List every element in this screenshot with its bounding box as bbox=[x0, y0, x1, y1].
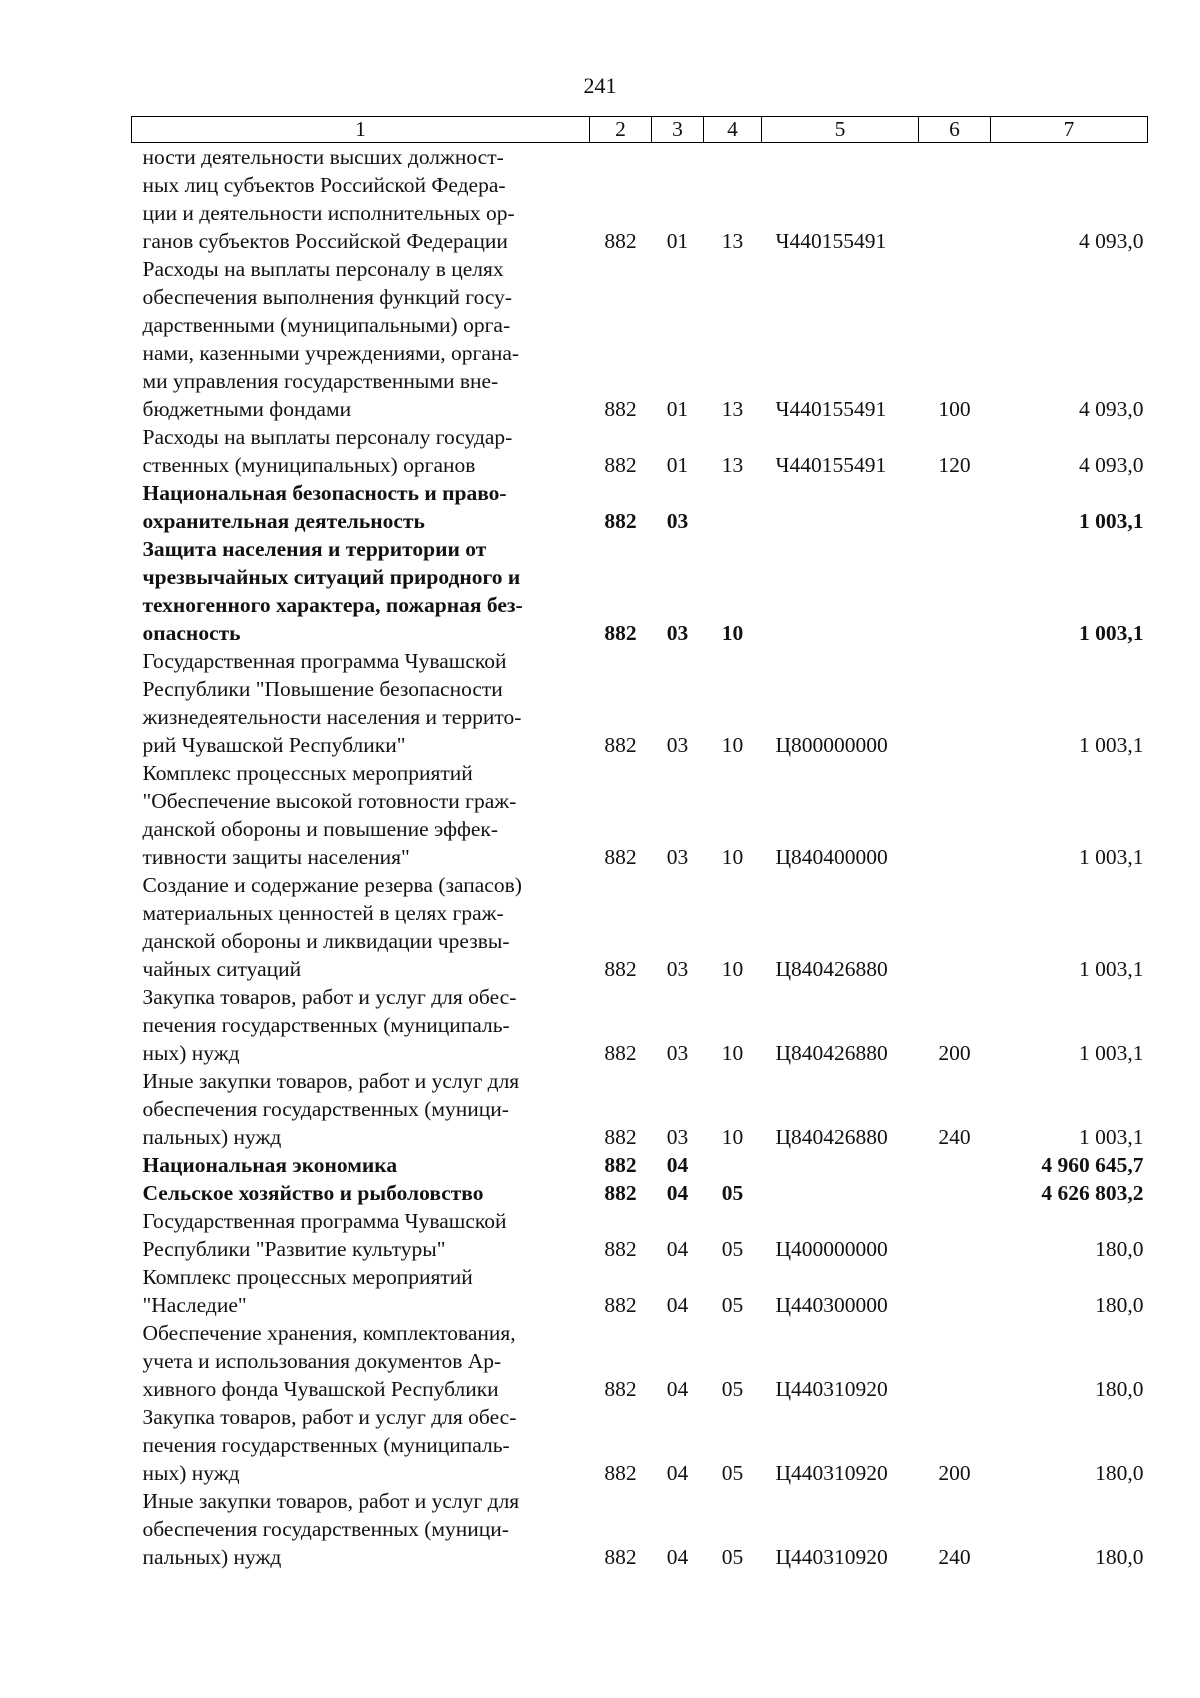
column-header: 1 bbox=[132, 117, 590, 143]
cell-subsection: 05 bbox=[721, 1377, 744, 1401]
cell-admin-code: 882 bbox=[604, 1125, 637, 1149]
row-name: Национальная экономика bbox=[142, 1153, 398, 1177]
cell-subsection: 10 bbox=[721, 1041, 744, 1065]
cell-section: 03 bbox=[666, 621, 689, 645]
cell-expense-type bbox=[919, 871, 991, 983]
cell-section: 03 bbox=[666, 957, 689, 981]
cell-section: 04 bbox=[666, 1461, 689, 1485]
cell-target-article: Ц400000000 bbox=[775, 1237, 888, 1261]
cell-subsection: 13 bbox=[721, 229, 744, 253]
cell-target-article: Ц840426880 bbox=[775, 957, 888, 981]
cell-amount: 4 093,0 bbox=[1079, 229, 1144, 253]
table-row bbox=[132, 1151, 1148, 1179]
row-name: Закупка товаров, работ и услуг для обес- печения государственных (муниципаль- ных) нужд bbox=[142, 985, 517, 1065]
cell-amount: 4 093,0 bbox=[1079, 397, 1144, 421]
row-name: Закупка товаров, работ и услуг для обес- печения государственных (муниципаль- ных) нужд bbox=[142, 1405, 517, 1485]
cell-section: 03 bbox=[666, 1125, 689, 1149]
row-name: Расходы на выплаты персоналу в целях обеспечения выполнения функций госу- дарственными (муниципальными) орга- нами, казенными учреждениями, органа- ми управления государственными вне- бюджетными фондами bbox=[142, 257, 520, 421]
table-row bbox=[132, 255, 1148, 423]
cell-subsection: 10 bbox=[721, 1125, 744, 1149]
cell-section: 01 bbox=[666, 453, 689, 477]
page-number: 241 bbox=[583, 73, 617, 98]
table-body bbox=[132, 143, 1148, 1572]
cell-section: 04 bbox=[666, 1545, 689, 1569]
cell-section: 03 bbox=[666, 509, 689, 533]
cell-target-article: Ц840426880 bbox=[775, 1125, 888, 1149]
cell-amount: 4 626 803,2 bbox=[1041, 1181, 1144, 1205]
cell-amount: 1 003,1 bbox=[1079, 845, 1144, 869]
cell-admin-code: 882 bbox=[604, 621, 637, 645]
table-row bbox=[132, 143, 1148, 256]
cell-admin-code: 882 bbox=[604, 845, 637, 869]
table-row bbox=[132, 479, 1148, 535]
cell-target-article bbox=[762, 1151, 919, 1179]
cell-subsection: 05 bbox=[721, 1293, 744, 1317]
cell-admin-code: 882 bbox=[604, 1545, 637, 1569]
row-name: Сельское хозяйство и рыболовство bbox=[142, 1181, 484, 1205]
cell-expense-type: 200 bbox=[938, 1461, 971, 1485]
cell-amount: 180,0 bbox=[1095, 1461, 1144, 1485]
cell-amount: 180,0 bbox=[1095, 1545, 1144, 1569]
cell-admin-code: 882 bbox=[604, 1181, 637, 1205]
table-row bbox=[132, 647, 1148, 759]
row-name: Иные закупки товаров, работ и услуг для обеспечения государственных (муници- пальных) нужд bbox=[142, 1489, 520, 1569]
cell-amount: 180,0 bbox=[1095, 1377, 1144, 1401]
cell-expense-type bbox=[919, 479, 991, 535]
cell-target-article: Ц440310920 bbox=[775, 1545, 888, 1569]
budget-table bbox=[131, 116, 1148, 1571]
cell-subsection: 10 bbox=[721, 845, 744, 869]
cell-target-article: Ц840426880 bbox=[775, 1041, 888, 1065]
cell-section: 01 bbox=[666, 397, 689, 421]
cell-admin-code: 882 bbox=[604, 1293, 637, 1317]
table-row bbox=[132, 1067, 1148, 1151]
cell-subsection: 05 bbox=[721, 1237, 744, 1261]
row-name: ности деятельности высших должност- ных лиц субъектов Российской Федера- ции и деятельности исполнительных ор- ганов субъектов Российской Федерации bbox=[142, 145, 515, 253]
table-row bbox=[132, 983, 1148, 1067]
table-row bbox=[132, 1207, 1148, 1263]
cell-amount: 1 003,1 bbox=[1079, 733, 1144, 757]
cell-expense-type: 240 bbox=[938, 1125, 971, 1149]
cell-admin-code: 882 bbox=[604, 509, 637, 533]
cell-subsection: 10 bbox=[721, 733, 744, 757]
cell-target-article: Ч440155491 bbox=[775, 229, 887, 253]
cell-admin-code: 882 bbox=[604, 229, 637, 253]
cell-section: 04 bbox=[666, 1153, 689, 1177]
cell-expense-type: 100 bbox=[938, 397, 971, 421]
cell-amount: 4 093,0 bbox=[1079, 453, 1144, 477]
cell-section: 03 bbox=[666, 733, 689, 757]
column-header: 7 bbox=[991, 117, 1148, 143]
cell-subsection: 05 bbox=[721, 1461, 744, 1485]
cell-expense-type bbox=[919, 1179, 991, 1207]
cell-expense-type bbox=[919, 759, 991, 871]
cell-target-article: Ц440310920 bbox=[775, 1461, 888, 1485]
cell-expense-type bbox=[919, 1319, 991, 1403]
table-row bbox=[132, 1179, 1148, 1207]
cell-admin-code: 882 bbox=[604, 1153, 637, 1177]
cell-expense-type: 240 bbox=[938, 1545, 971, 1569]
table-row bbox=[132, 759, 1148, 871]
cell-section: 04 bbox=[666, 1181, 689, 1205]
cell-expense-type: 120 bbox=[938, 453, 971, 477]
row-name: Иные закупки товаров, работ и услуг для обеспечения государственных (муници- пальных) нужд bbox=[142, 1069, 520, 1149]
cell-subsection: 10 bbox=[721, 621, 744, 645]
table-row bbox=[132, 1487, 1148, 1571]
cell-amount: 180,0 bbox=[1095, 1237, 1144, 1261]
cell-subsection: 05 bbox=[721, 1181, 744, 1205]
row-name: Обеспечение хранения, комплектования, учета и использования документов Ар- хивного фонда Чувашской Республики bbox=[142, 1321, 516, 1401]
cell-amount: 1 003,1 bbox=[1079, 1125, 1144, 1149]
cell-admin-code: 882 bbox=[604, 397, 637, 421]
cell-amount: 180,0 bbox=[1095, 1293, 1144, 1317]
cell-amount: 1 003,1 bbox=[1079, 1041, 1144, 1065]
cell-section: 03 bbox=[666, 845, 689, 869]
row-name: Создание и содержание резерва (запасов) материальных ценностей в целях граж- данской обороны и ликвидации чрезвы- чайных ситуаций bbox=[142, 873, 522, 981]
table-row bbox=[132, 1403, 1148, 1487]
cell-subsection bbox=[704, 479, 762, 535]
cell-section: 04 bbox=[666, 1293, 689, 1317]
table-header-row bbox=[132, 117, 1148, 143]
cell-target-article: Ц440300000 bbox=[775, 1293, 888, 1317]
row-name: Государственная программа Чувашской Республики "Повышение безопасности жизнедеятельности населения и террито- рий Чувашской Республики" bbox=[142, 649, 522, 757]
cell-subsection bbox=[704, 1151, 762, 1179]
cell-amount: 4 960 645,7 bbox=[1041, 1153, 1144, 1177]
cell-target-article bbox=[762, 535, 919, 647]
cell-target-article: Ч440155491 bbox=[775, 397, 887, 421]
cell-admin-code: 882 bbox=[604, 1461, 637, 1485]
cell-amount: 1 003,1 bbox=[1079, 957, 1144, 981]
cell-subsection: 13 bbox=[721, 453, 744, 477]
row-name: Защита населения и территории от чрезвычайных ситуаций природного и техногенного характера, пожарная без- опасность bbox=[142, 537, 523, 645]
table-row bbox=[132, 423, 1148, 479]
cell-target-article: Ц840400000 bbox=[775, 845, 888, 869]
cell-expense-type bbox=[919, 1151, 991, 1179]
cell-amount: 1 003,1 bbox=[1079, 621, 1144, 645]
cell-target-article bbox=[762, 479, 919, 535]
column-header: 3 bbox=[652, 117, 704, 143]
table-row bbox=[132, 871, 1148, 983]
row-name: Расходы на выплаты персоналу государ- ственных (муниципальных) органов bbox=[142, 425, 513, 477]
cell-amount: 1 003,1 bbox=[1079, 509, 1144, 533]
cell-expense-type: 200 bbox=[938, 1041, 971, 1065]
cell-expense-type bbox=[919, 1207, 991, 1263]
row-name: Государственная программа Чувашской Республики "Развитие культуры" bbox=[142, 1209, 507, 1261]
cell-section: 03 bbox=[666, 1041, 689, 1065]
column-header: 2 bbox=[590, 117, 652, 143]
table-row bbox=[132, 1263, 1148, 1319]
cell-admin-code: 882 bbox=[604, 1237, 637, 1261]
column-header: 6 bbox=[919, 117, 991, 143]
cell-admin-code: 882 bbox=[604, 733, 637, 757]
cell-expense-type bbox=[919, 535, 991, 647]
cell-expense-type bbox=[919, 1263, 991, 1319]
column-header: 4 bbox=[704, 117, 762, 143]
table-row bbox=[132, 535, 1148, 647]
cell-target-article bbox=[762, 1179, 919, 1207]
column-header: 5 bbox=[762, 117, 919, 143]
cell-target-article: Ц800000000 bbox=[775, 733, 888, 757]
row-name: Комплекс процессных мероприятий "Обеспечение высокой готовности граж- данской обороны и повышение эффек- тивности защиты населения" bbox=[142, 761, 517, 869]
table-row bbox=[132, 1319, 1148, 1403]
row-name: Комплекс процессных мероприятий "Наследие" bbox=[142, 1265, 473, 1317]
cell-expense-type bbox=[919, 143, 991, 256]
cell-section: 04 bbox=[666, 1237, 689, 1261]
cell-admin-code: 882 bbox=[604, 1377, 637, 1401]
cell-admin-code: 882 bbox=[604, 1041, 637, 1065]
cell-section: 01 bbox=[666, 229, 689, 253]
cell-section: 04 bbox=[666, 1377, 689, 1401]
cell-subsection: 10 bbox=[721, 957, 744, 981]
row-name: Национальная безопасность и право- охранительная деятельность bbox=[142, 481, 507, 533]
cell-target-article: Ц440310920 bbox=[775, 1377, 888, 1401]
cell-expense-type bbox=[919, 647, 991, 759]
cell-admin-code: 882 bbox=[604, 453, 637, 477]
cell-admin-code: 882 bbox=[604, 957, 637, 981]
cell-subsection: 05 bbox=[721, 1545, 744, 1569]
cell-subsection: 13 bbox=[721, 397, 744, 421]
cell-target-article: Ч440155491 bbox=[775, 453, 887, 477]
